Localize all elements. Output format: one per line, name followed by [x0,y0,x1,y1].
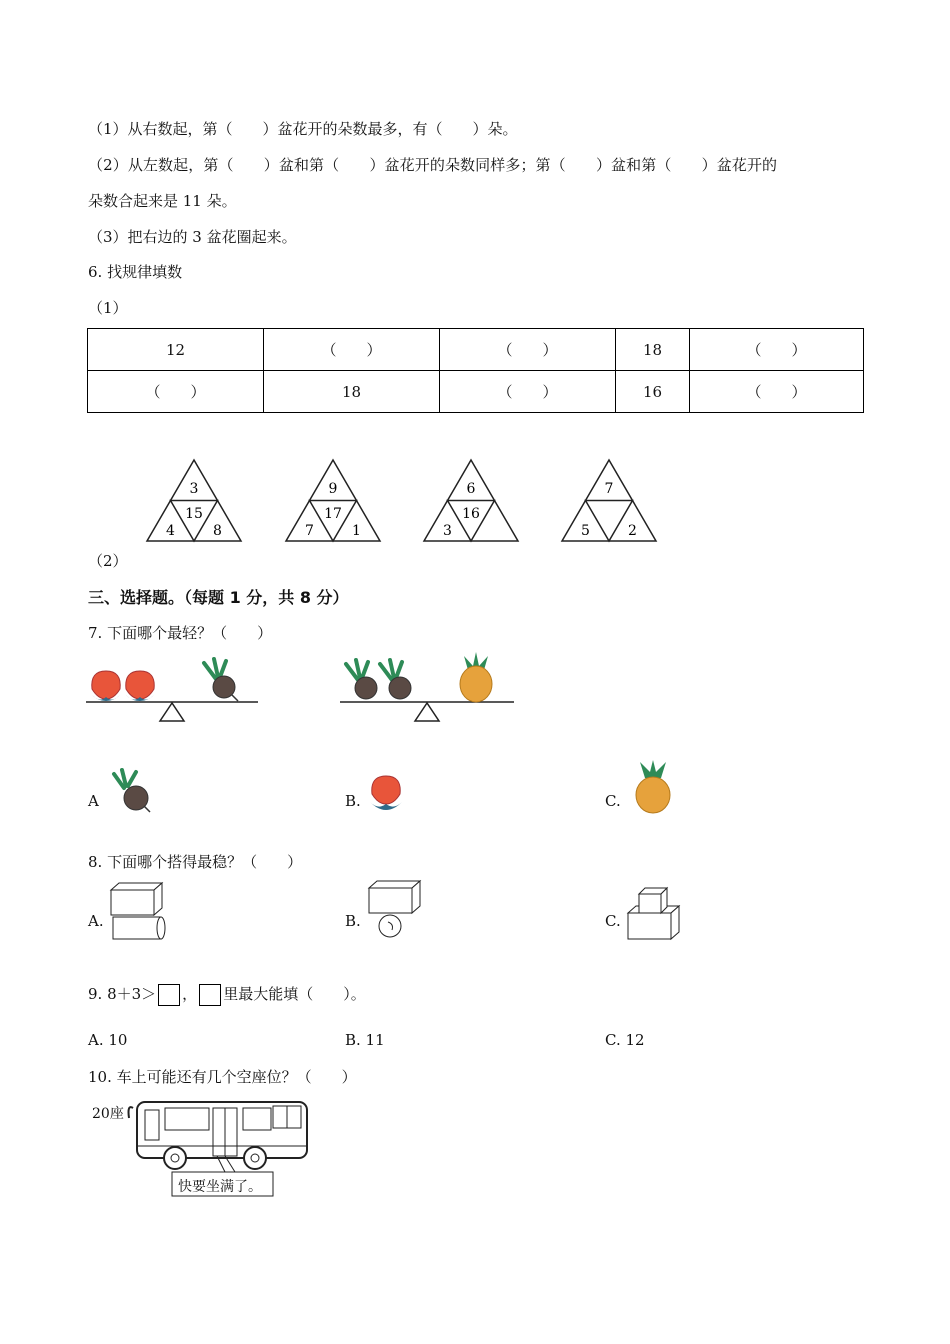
radish-icon [380,660,411,699]
q8-option-b-label[interactable]: B. [345,912,361,930]
q9-option-a[interactable]: A. 10 [88,1031,128,1049]
q5-part2-line2: 朵数合起来是 11 朵。 [88,192,237,210]
triangle-number-left: 5 [581,523,590,539]
q7-option-b-label[interactable]: B. [345,792,361,810]
q5-part2-line1: （2）从左数起，第（ ）盆和第（ ）盆花开的朵数同样多；第（ ）盆和第（ ）盆花开的 [88,156,778,174]
blank-box [199,984,221,1006]
triangle-number-right: 8 [213,523,222,539]
triangle-number-top: 3 [189,481,199,497]
q10-stem: 10. 车上可能还有几个空座位？（ ） [88,1068,357,1086]
triangle-number-right: 1 [352,523,361,539]
table-cell[interactable]: （ ） [264,329,440,371]
q8-stem: 8. 下面哪个搭得最稳？（ ） [88,853,303,871]
peach-icon [126,671,154,701]
triangle-number-left: 7 [305,523,314,539]
table-cell: 16 [616,371,690,413]
pineapple-icon [460,652,492,702]
number-triangle [422,458,522,543]
blank-box[interactable] [158,984,180,1006]
number-triangle [560,458,660,543]
q5-part3: （3）把右边的 3 盆花圈起来。 [88,228,297,246]
section-three-title: 三、选择题。（每题 1 分，共 8 分） [88,588,349,607]
q8-option-a-label[interactable]: A. [88,912,104,930]
radish-icon [346,660,377,699]
table-cell[interactable]: （ ） [690,371,864,413]
q7-option-c-label[interactable]: C. [605,792,621,810]
q7-option-a-label[interactable]: A [88,792,99,810]
small-cube-on-big-cube-icon [625,885,685,943]
triangle-number-middle: 15 [185,506,203,522]
seat-count-label: 20座 [92,1106,124,1122]
q6-part1-label: （1） [88,299,128,317]
table-cell[interactable]: （ ） [690,329,864,371]
triangle-number-top: 6 [466,481,476,497]
pineapple-icon [632,760,674,816]
q5-part1: （1）从右数起，第（ ）盆花开的朵数最多，有（ ）朵。 [88,120,518,138]
q9-stem-c: 里最大能填（ ）。 [223,985,366,1003]
table-cell: 18 [264,371,440,413]
triangle-number-middle: 16 [462,506,480,522]
triangle-number-left: 4 [166,523,175,539]
q9-option-b[interactable]: B. 11 [345,1031,385,1049]
table-cell: 18 [616,329,690,371]
cube-on-cylinder-icon [108,882,168,942]
triangle-number-middle: 17 [324,506,342,522]
table-row [88,329,864,371]
q9-stem-a: 9. 8＋3＞ [88,985,157,1003]
cube-on-ball-icon [366,880,426,942]
peach-icon [366,776,411,816]
q7-stem: 7. 下面哪个最轻？（ ） [88,624,273,642]
q9-option-c[interactable]: C. 12 [605,1031,645,1049]
triangle-number-top: 9 [328,481,338,497]
balance-scale-1 [86,655,266,730]
triangle-number-right: 2 [628,523,637,539]
balance-scale-2 [340,650,520,730]
number-triangle [145,458,245,543]
table-cell: 12 [88,329,264,371]
radish-icon [204,659,238,701]
q8-option-c-label[interactable]: C. [605,912,621,930]
table-cell[interactable]: （ ） [440,371,616,413]
peach-icon [92,671,120,701]
speech-bubble-text: 快要坐满了。 [178,1179,262,1195]
triangle-number-top: 7 [604,481,614,497]
q9-stem [88,983,366,1006]
triangle-number-left: 3 [443,523,452,539]
table-cell[interactable]: （ ） [440,329,616,371]
q6-title: 6. 找规律填数 [88,263,183,281]
radish-icon [110,770,155,815]
number-triangle [284,458,384,543]
table-row [88,371,864,413]
pattern-table [87,328,864,413]
table-cell[interactable]: （ ） [88,371,264,413]
q6-part2-label: （2） [88,552,128,570]
q9-stem-b: ， [182,985,198,1003]
